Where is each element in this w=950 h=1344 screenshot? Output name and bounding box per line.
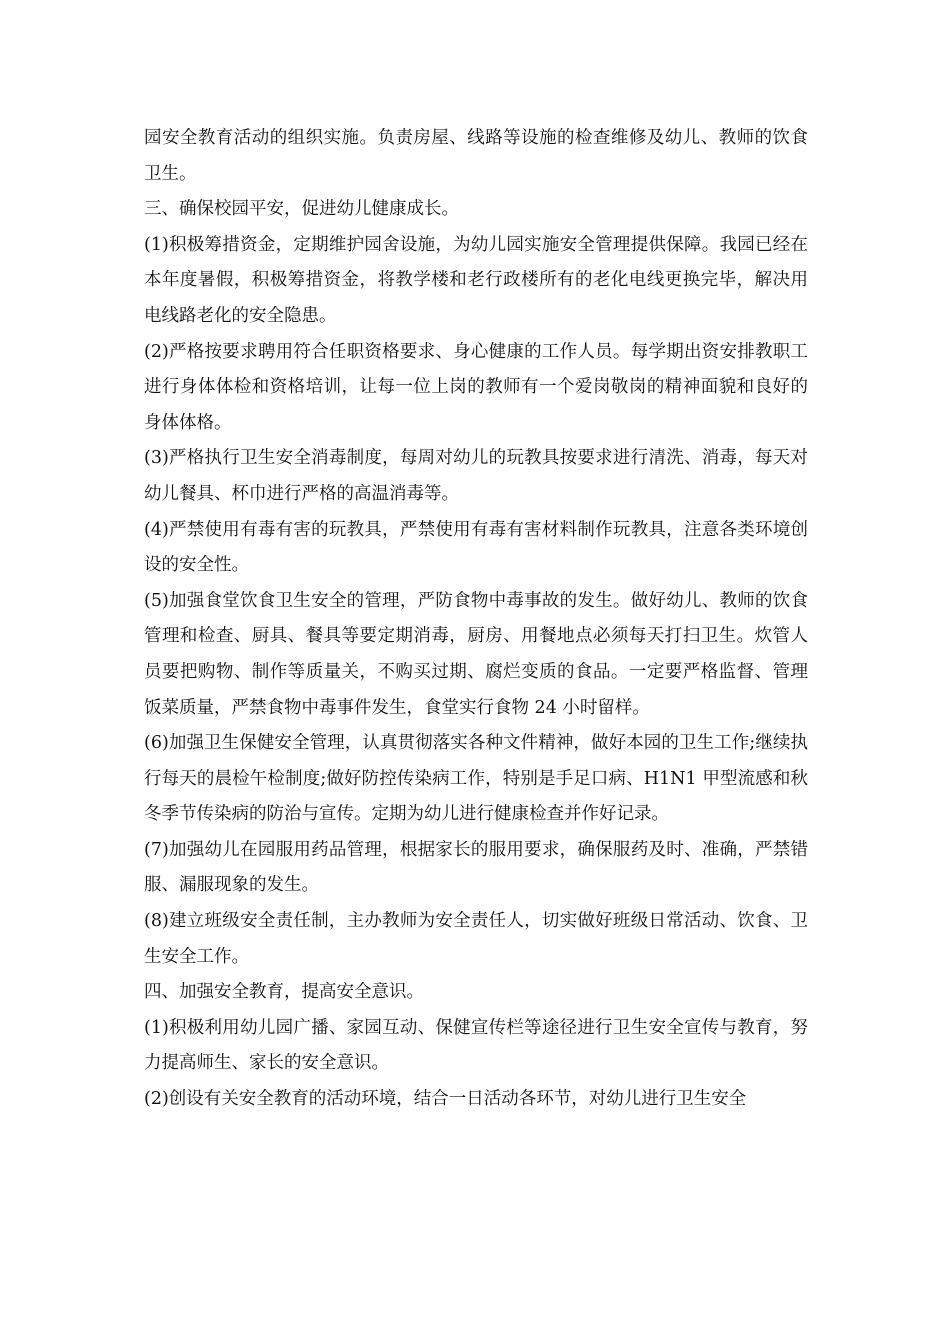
paragraph-item-4: (4)严禁使用有毒有害的玩教具，严禁使用有毒有害材料制作玩教具，注意各类环境创设的安全性。 xyxy=(144,519,808,576)
paragraph-item-5: (5)加强食堂饮食卫生安全的管理，严防食物中毒事故的发生。做好幼儿、教师的饮食管理和检查、厨具、餐具等要定期消毒，厨房、用餐地点必须每天打扫卫生。炊管人员要把购物、制作等质量关，不购买过期、腐烂变质的食品。一定要严格监督、管理饭菜质量，严禁食物中毒事件发生，食堂实行食物 24 小时留样。 xyxy=(144,590,808,718)
section-heading-3: 三、确保校园平安，促进幼儿健康成长。 xyxy=(144,199,459,220)
paragraph-item-7: (7)加强幼儿在园服用药品管理，根据家长的服用要求，确保服药及时、准确，严禁错服、漏服现象的发生。 xyxy=(144,839,808,896)
paragraph-education-2: (2)创设有关安全教育的活动环境，结合一日活动各环节，对幼儿进行卫生安全 xyxy=(144,1089,747,1110)
paragraph-item-6: (6)加强卫生保健安全管理，认真贯彻落实各种文件精神，做好本园的卫生工作;继续执行每天的晨检午检制度;做好防控传染病工作，特别是手足口病、H1N1 甲型流感和秋冬季节传染病的防治与宣传。定期为幼儿进行健康检查并作好记录。 xyxy=(144,733,808,825)
paragraph-item-3: (3)严格执行卫生安全消毒制度，每周对幼儿的玩教具按要求进行清洗、消毒，每天对幼儿餐具、杯巾进行严格的高温消毒等。 xyxy=(144,448,808,504)
section-heading-4: 四、加强安全教育，提高安全意识。 xyxy=(144,982,424,1003)
paragraph-item-1: (1)积极筹措资金，定期维护园舍设施，为幼儿园实施安全管理提供保障。我园已经在本年度暑假，积极筹措资金，将教学楼和老行政楼所有的老化电线更换完毕，解决用电线路老化的安全隐患。 xyxy=(144,234,808,326)
paragraph-education-1: (1)积极利用幼儿园广播、家园互动、保健宣传栏等途径进行卫生安全宣传与教育，努力提高师生、家长的安全意识。 xyxy=(144,1017,808,1074)
paragraph-item-8: (8)建立班级安全责任制，主办教师为安全责任人，切实做好班级日常活动、饮食、卫生安全工作。 xyxy=(144,911,808,967)
paragraph-item-2: (2)严格按要求聘用符合任职资格要求、身心健康的工作人员。每学期出资安排教职工进行身体体检和资格培训，让每一位上岗的教师有一个爱岗敬岗的精神面貌和良好的身体体格。 xyxy=(144,341,808,433)
document-page xyxy=(144,121,808,1118)
paragraph-continued-duties: 园安全教育活动的组织实施。负责房屋、线路等设施的检查维修及幼儿、教师的饮食卫生。 xyxy=(144,128,808,184)
